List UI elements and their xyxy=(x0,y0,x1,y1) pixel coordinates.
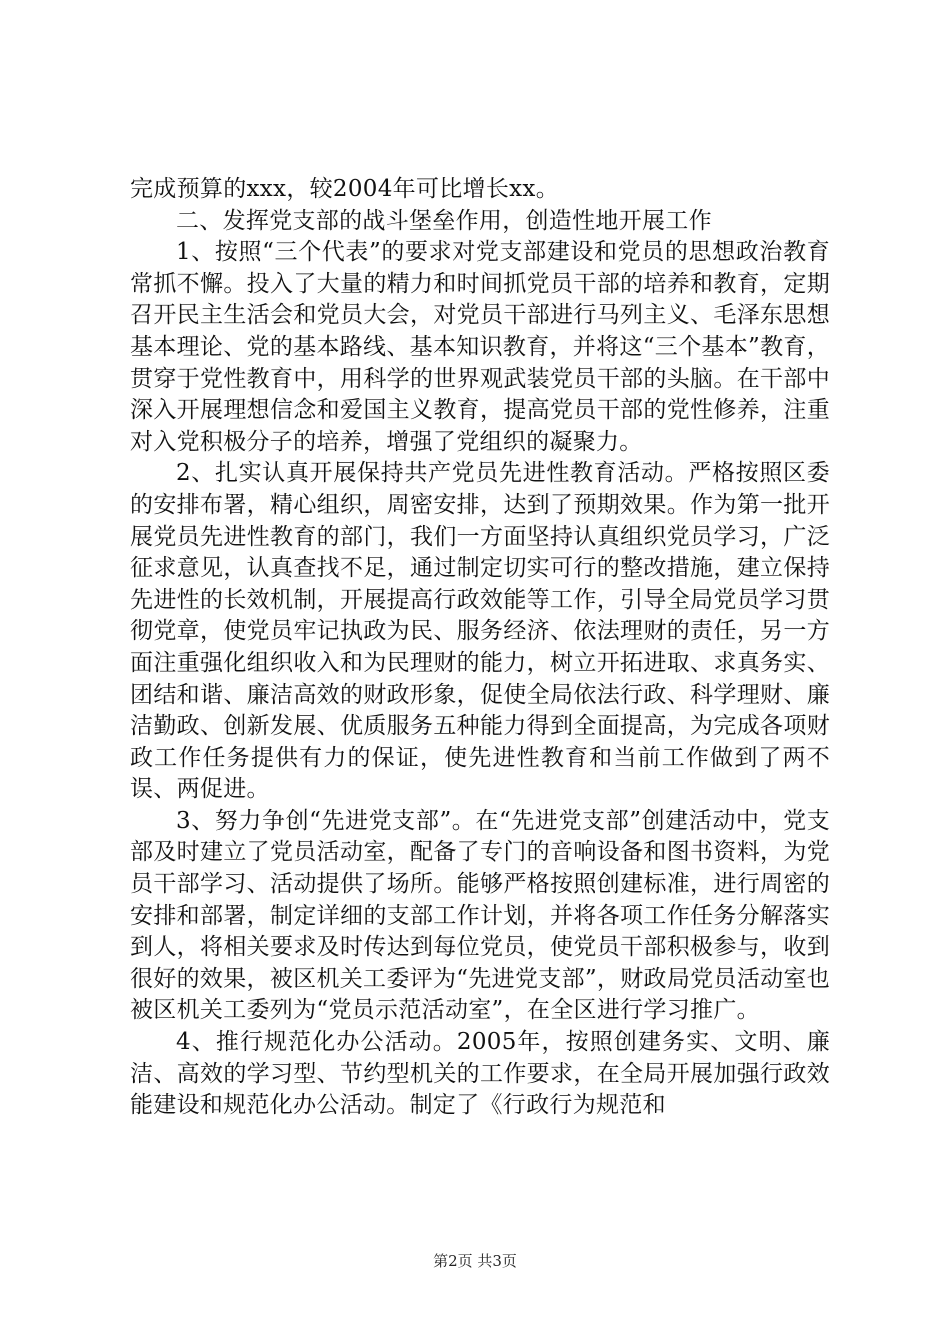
page-number-footer: 第2页 共3页 xyxy=(433,1252,517,1270)
paragraph-item-2: 2、扎实认真开展保持共产党员先进性教育活动。严格按照区委的安排布署，精心组织，周密安排，达到了预期效果。作为第一批开展党员先进性教育的部门，我们一方面坚持认真组织党员学习，广泛征求意见，认真查找不足，通过制定切实可行的整改措施，建立保持先进性的长效机制，开展提高行政效能等工作，引导全局党员学习贯彻党章，使党员牢记执政为民、服务经济、依法理财的责任，另一方面注重强化组织收入和为民理财的能力，树立开拓进取、求真务实、团结和谐、廉洁高效的财政形象，促使全局依法行政、科学理财、廉洁勤政、创新发展、优质服务五种能力得到全面提高，为完成各项财政工作任务提供有力的保证，使先进性教育和当前工作做到了两不误、两促进。 xyxy=(130,460,830,803)
paragraph-item-3: 3、努力争创“先进党支部”。在“先进党支部”创建活动中，党支部及时建立了党员活动室，配备了专门的音响设备和图书资料，为党员干部学习、活动提供了场所。能够严格按照创建标准，进行周密的安排和部署，制定详细的支部工作计划，并将各项工作任务分解落实到人，将相关要求及时传达到每位党员，使党员干部积极参与，收到很好的效果，被区机关工委评为“先进党支部”，财政局党员活动室也被区机关工委列为“党员示范活动室”，在全区进行学习推广。 xyxy=(130,807,830,1024)
paragraph-continuation: 完成预算的xxx，较2004年可比增长xx。 xyxy=(130,176,559,202)
document-body xyxy=(130,174,830,1122)
paragraph-item-1: 1、按照“三个代表”的要求对党支部建设和党员的思想政治教育常抓不懈。投入了大量的精力和时间抓党员干部的培养和教育，定期召开民主生活会和党员大会，对党员干部进行马列主义、毛泽东思想基本理论、党的基本路线、基本知识教育，并将这“三个基本”教育，贯穿于党性教育中，用科学的世界观武装党员干部的头脑。在干部中深入开展理想信念和爱国主义教育，提高党员干部的党性修养，注重对入党积极分子的培养，增强了党组织的凝聚力。 xyxy=(130,239,830,455)
section-heading: 二、发挥党支部的战斗堡垒作用，创造性地开展工作 xyxy=(176,207,712,234)
paragraph-item-4: 4、推行规范化办公活动。2005年，按照创建务实、文明、廉洁、高效的学习型、节约型机关的工作要求，在全局开展加强行政效能建设和规范化办公活动。制定了《行政行为规范和 xyxy=(130,1029,830,1119)
